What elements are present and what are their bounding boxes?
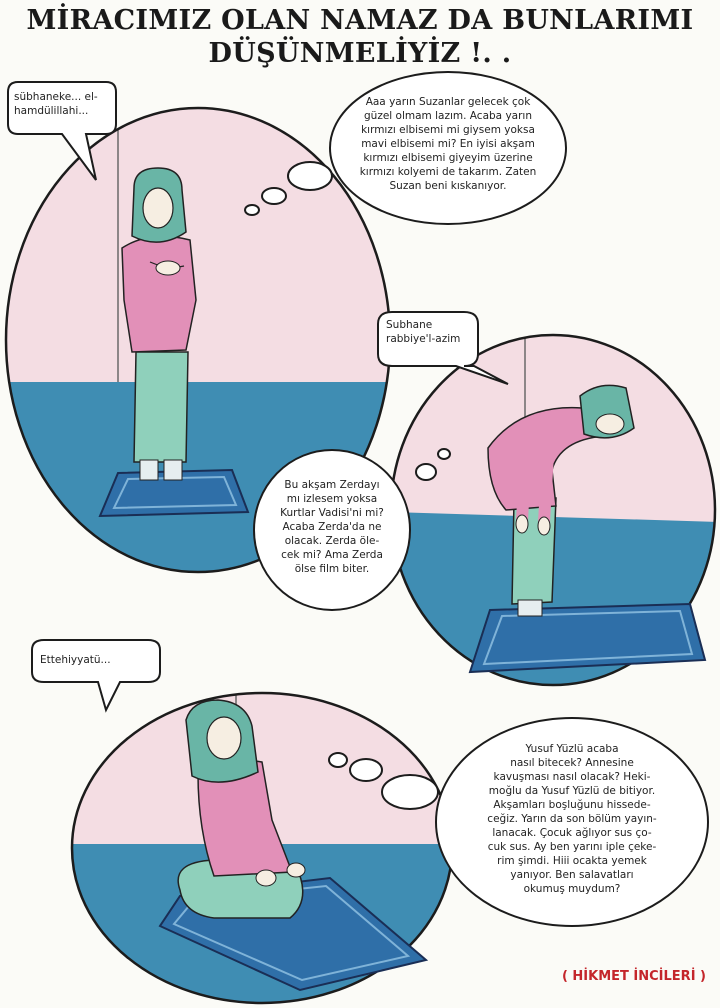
speech-text-3: Ettehiyyatü... — [40, 654, 111, 666]
speech-text-2: Subhane rabbiye'l-azim — [386, 319, 461, 345]
thought-text-1: Aaa yarın Suzanlar gelecek çok güzel olmam lazım. Acaba yarın kırmızı elbisemi mi giysem yoksa mavi elbisemi mi? En iyisi akşam kırmızı elbisemi giyeyim üzerine kırmızı kolyemi de takarım. Zaten Suzan beni kıskanıyor. — [359, 96, 537, 192]
thought-text-3: Yusuf Yüzlü acaba nasıl bitecek? Annesine kavuşması nasıl olacak? Heki- moğlu da Yusuf Yüzlü de bitiyor. Akşamları boşluğunu hissede- ceğiz. Yarın da son bölüm yayın- lanacak. Çocuk ağlıyor sus ço- cuk sus. Ay ben yarını iple çeke- rim şimdi. Hiii ocakta yemek yanıyor. Ben salavatları okumuş muydum? — [487, 743, 657, 895]
speech-bubble-3 — [32, 640, 160, 710]
speech-text-1: sübhaneke... el- hamdülillahi... — [14, 91, 98, 117]
thought-text-2: Bu akşam Zerdayı mı izlesem yoksa Kurtlar Vadisi'ni mi? Acaba Zerda'da ne olacak. Zerda öle- cek mi? Ama Zerda ölse film biter. — [280, 479, 384, 575]
title-line-2: DÜŞÜNMELİYİZ !. . — [208, 38, 512, 69]
credit-label: ( HİKMET İNCİLERİ ) — [561, 969, 706, 984]
title-line-1: MİRACIMIZ OLAN NAMAZ DA BUNLARIMI — [26, 5, 694, 36]
